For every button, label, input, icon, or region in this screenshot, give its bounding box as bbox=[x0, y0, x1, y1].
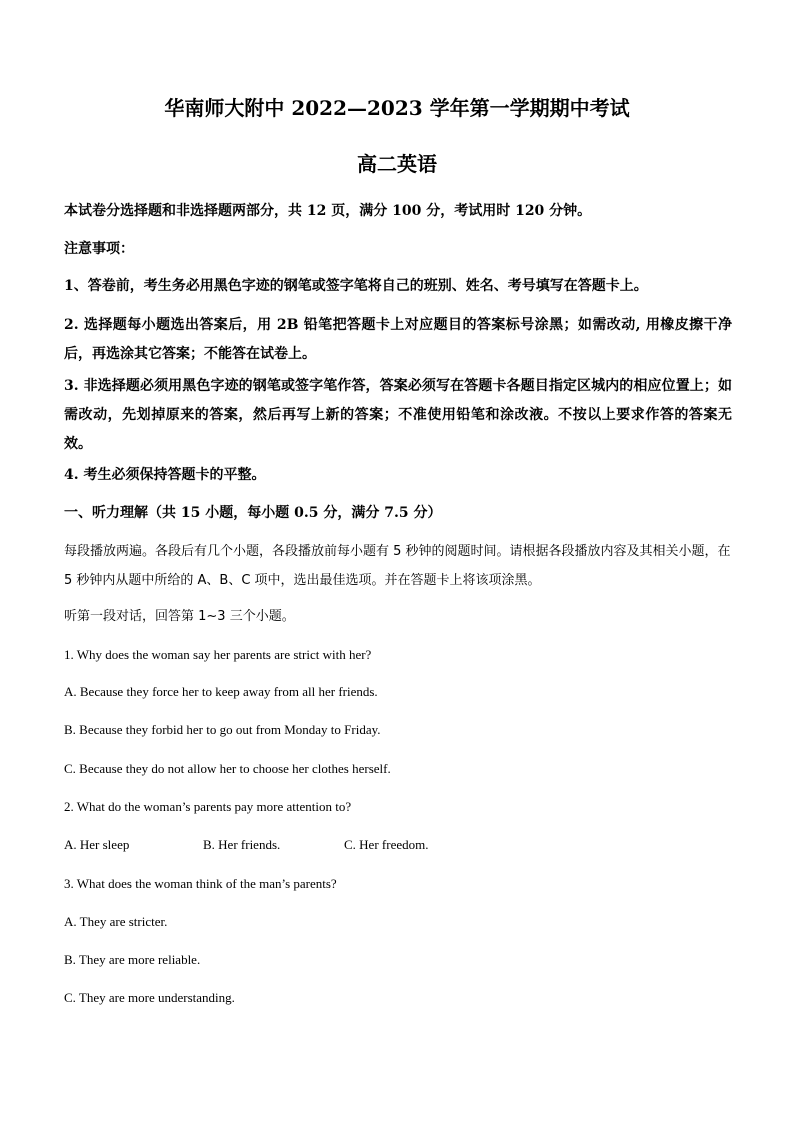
exam-intro: 本试卷分选择题和非选择题两部分，共 12 页，满分 100 分，考试用时 120 分钟。 bbox=[64, 203, 592, 219]
question-2-option-b: B. Her friends. bbox=[203, 837, 281, 852]
notice-item-2: 2. 选择题每小题选出答案后，用 2B 铅笔把答题卡上对应题目的答案标号涂黑；如需改动, 用橡皮擦干净后，再选涂其它答案；不能答在试卷上。 bbox=[64, 317, 732, 362]
question-3-option-a: A. They are stricter. bbox=[64, 914, 168, 929]
question-2-stem: 2. What do the woman’s parents pay more attention to? bbox=[64, 799, 352, 814]
notice-item-4: 4. 考生必须保持答题卡的平整。 bbox=[64, 467, 266, 483]
question-3-option-c: C. They are more understanding. bbox=[64, 990, 235, 1005]
section-heading: 一、听力理解（共 15 小题，每小题 0.5 分，满分 7.5 分） bbox=[64, 505, 442, 521]
exam-subject: 高二英语 bbox=[357, 152, 437, 176]
question-2-option-c: C. Her freedom. bbox=[344, 837, 429, 852]
notice-item-1: 1、答卷前，考生务必用黑色字迹的钢笔或签字笔将自己的班别、姓名、考号填写在答题卡上。 bbox=[64, 278, 648, 294]
question-2-option-a: A. Her sleep bbox=[64, 837, 130, 852]
question-1-stem: 1. Why does the woman say her parents are strict with her? bbox=[64, 647, 372, 662]
question-3-option-b: B. They are more reliable. bbox=[64, 952, 201, 967]
notice-item-3: 3. 非选择题必须用黑色字迹的钢笔或签字笔作答，答案必须写在答题卡各题目指定区城内的相应位置上；如需改动，先划掉原来的答案，然后再写上新的答案；不准使用铅笔和涂改液。不按以上要求作答的答案无效。 bbox=[64, 378, 732, 452]
question-1-option-b: B. Because they forbid her to go out from Monday to Friday. bbox=[64, 722, 381, 737]
dialogue-intro: 听第一段对话，回答第 1~3 三个小题。 bbox=[64, 609, 295, 624]
question-2-options bbox=[64, 835, 732, 855]
exam-title: 华南师大附中 2022—2023 学年第一学期期中考试 bbox=[164, 96, 630, 120]
question-3-stem: 3. What does the woman think of the man’s parents? bbox=[64, 876, 337, 891]
notice-heading: 注意事项： bbox=[64, 241, 134, 257]
section-directions: 每段播放两遍。各段后有几个小题，各段播放前每小题有 5 秒钟的阅题时间。请根据各段播放内容及其相关小题，在 5 秒钟内从题中所给的 A、B、C 项中，选出最佳选项。并在答题卡上将该项涂黑。 bbox=[64, 544, 731, 588]
question-1-option-c: C. Because they do not allow her to choose her clothes herself. bbox=[64, 761, 391, 776]
question-1-option-a: A. Because they force her to keep away from all her friends. bbox=[64, 684, 378, 699]
